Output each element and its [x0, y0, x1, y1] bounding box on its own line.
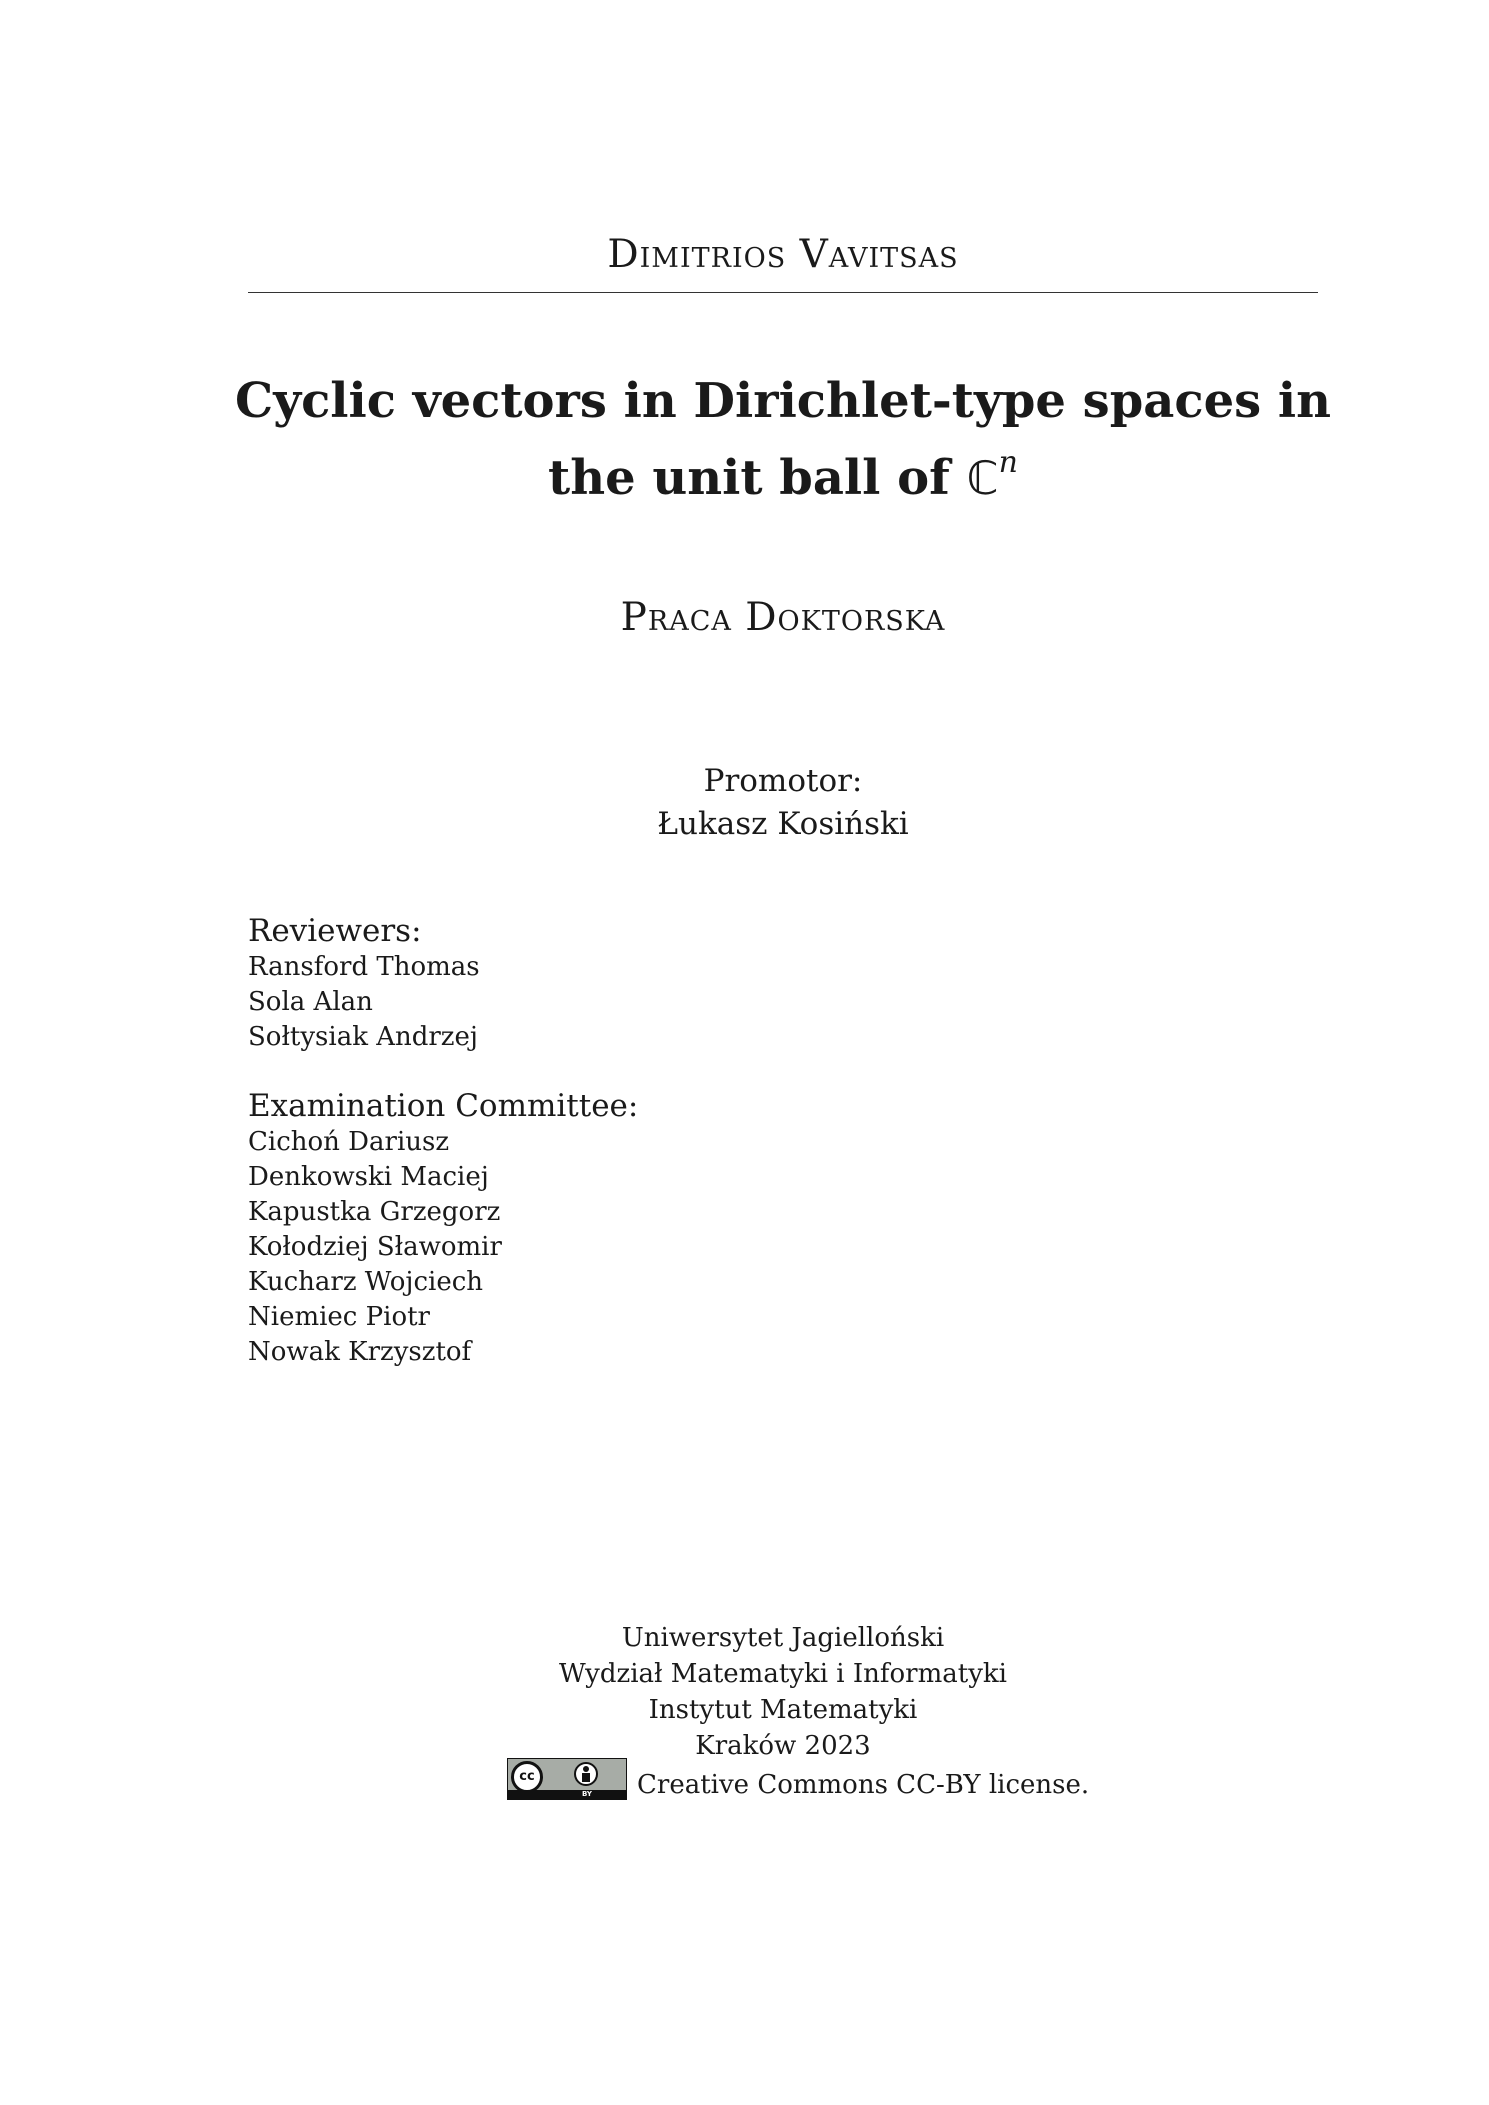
place-year: Kraków 2023 [695, 1731, 871, 1761]
complex-space-symbol: ℂ [966, 451, 999, 505]
committee-list [248, 1125, 948, 1370]
committee-member: Denkowski Maciej [248, 1162, 489, 1192]
license-block [507, 1757, 1089, 1801]
reviewer-name: Ransford Thomas [248, 952, 480, 982]
committee-member: Cichoń Dariusz [248, 1127, 450, 1157]
license-text: Creative Commons CC-BY license. [637, 1770, 1090, 1800]
faculty-name: Wydział Matematyki i Informatyki [559, 1659, 1007, 1689]
institute-name: Instytut Matematyki [648, 1695, 918, 1725]
committee-member: Niemiec Piotr [248, 1302, 430, 1332]
university-name: Uniwersytet Jagielloński [621, 1623, 945, 1653]
committee-block [248, 1087, 948, 1370]
institution-block [248, 1620, 1318, 1764]
reviewers-heading: Reviewers: [248, 913, 422, 949]
promotor-block [248, 760, 1318, 846]
reviewer-name: Sola Alan [248, 987, 373, 1017]
thesis-title [200, 370, 1366, 509]
committee-member: Nowak Krzysztof [248, 1337, 472, 1367]
committee-heading: Examination Committee: [248, 1088, 639, 1124]
badge-bar [508, 1790, 626, 1799]
title-superscript: n [998, 445, 1018, 480]
title-line-2-text: the unit ball of [548, 450, 950, 506]
attribution-person-icon [574, 1762, 598, 1786]
horizontal-rule [248, 292, 1318, 293]
title-line-1: Cyclic vectors in Dirichlet-type spaces in [234, 373, 1331, 429]
thesis-type: Praca Doktorska [620, 595, 946, 640]
promotor-name: Łukasz Kosiński [657, 806, 909, 842]
committee-member: Kucharz Wojciech [248, 1267, 484, 1297]
committee-member: Kołodziej Sławomir [248, 1232, 502, 1262]
badge-by-label: BY [581, 1790, 592, 1798]
promotor-label: Promotor: [703, 763, 863, 799]
reviewers-list [248, 950, 948, 1055]
author-name: Dimitrios Vavitsas [607, 232, 959, 277]
reviewer-name: Sołtysiak Andrzej [248, 1022, 478, 1052]
committee-member: Kapustka Grzegorz [248, 1197, 501, 1227]
reviewers-block [248, 912, 948, 1055]
cc-logo: cc [511, 1761, 543, 1793]
title-line-2 [200, 432, 1366, 509]
cc-by-icon [507, 1758, 627, 1800]
